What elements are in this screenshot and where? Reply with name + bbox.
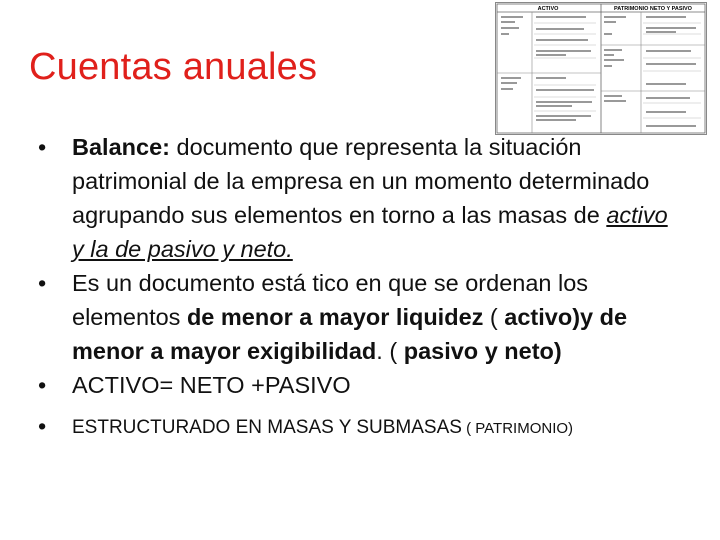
bullet-dot: • (38, 372, 47, 398)
bullet-structure-text: ( PATRIMONIO) (461, 420, 574, 437)
bullet-static-document (38, 266, 678, 368)
slide-title: Cuentas anuales (29, 46, 318, 88)
thumb-col1-header: ACTIVO (537, 6, 559, 12)
bullet-static-text2: ( (483, 304, 505, 330)
bullet-equation-text: ACTIVO= NETO +PASIVO (72, 372, 351, 398)
bullet-equation (38, 368, 678, 402)
bullet-structure-bold: ESTRUCTURADO EN MASAS Y SUBMASAS (72, 417, 462, 438)
bullet-balance (38, 130, 678, 266)
bullet-dot: • (38, 270, 47, 296)
bullet-static-bold3: pasivo y neto) (403, 338, 562, 364)
bullet-static-text1: Es un documento está tico en que se ordenan los elementos (72, 270, 589, 330)
bullet-static-text3: . ( (376, 338, 404, 364)
bullet-balance-term: Balance: (72, 134, 170, 160)
bullet-structure (38, 414, 678, 443)
bullet-list (38, 130, 678, 443)
bullet-balance-text: documento que representa la situación patrimonial de la empresa en un momento determinado agrupando sus elementos en torno a las masas de (72, 134, 650, 228)
balance-sheet-thumbnail (495, 2, 707, 135)
thumb-col2-header: PATRIMONIO NETO Y PASIVO (614, 6, 692, 12)
bullet-dot: • (38, 134, 47, 160)
bullet-dot: • (38, 413, 47, 439)
bullet-static-bold2: activo)y de menor a mayor exigibilidad (72, 304, 628, 364)
bullet-static-bold1: de menor a mayor liquidez (186, 304, 484, 330)
bullet-balance-underlined: activo y la de pasivo y neto. (72, 202, 668, 262)
